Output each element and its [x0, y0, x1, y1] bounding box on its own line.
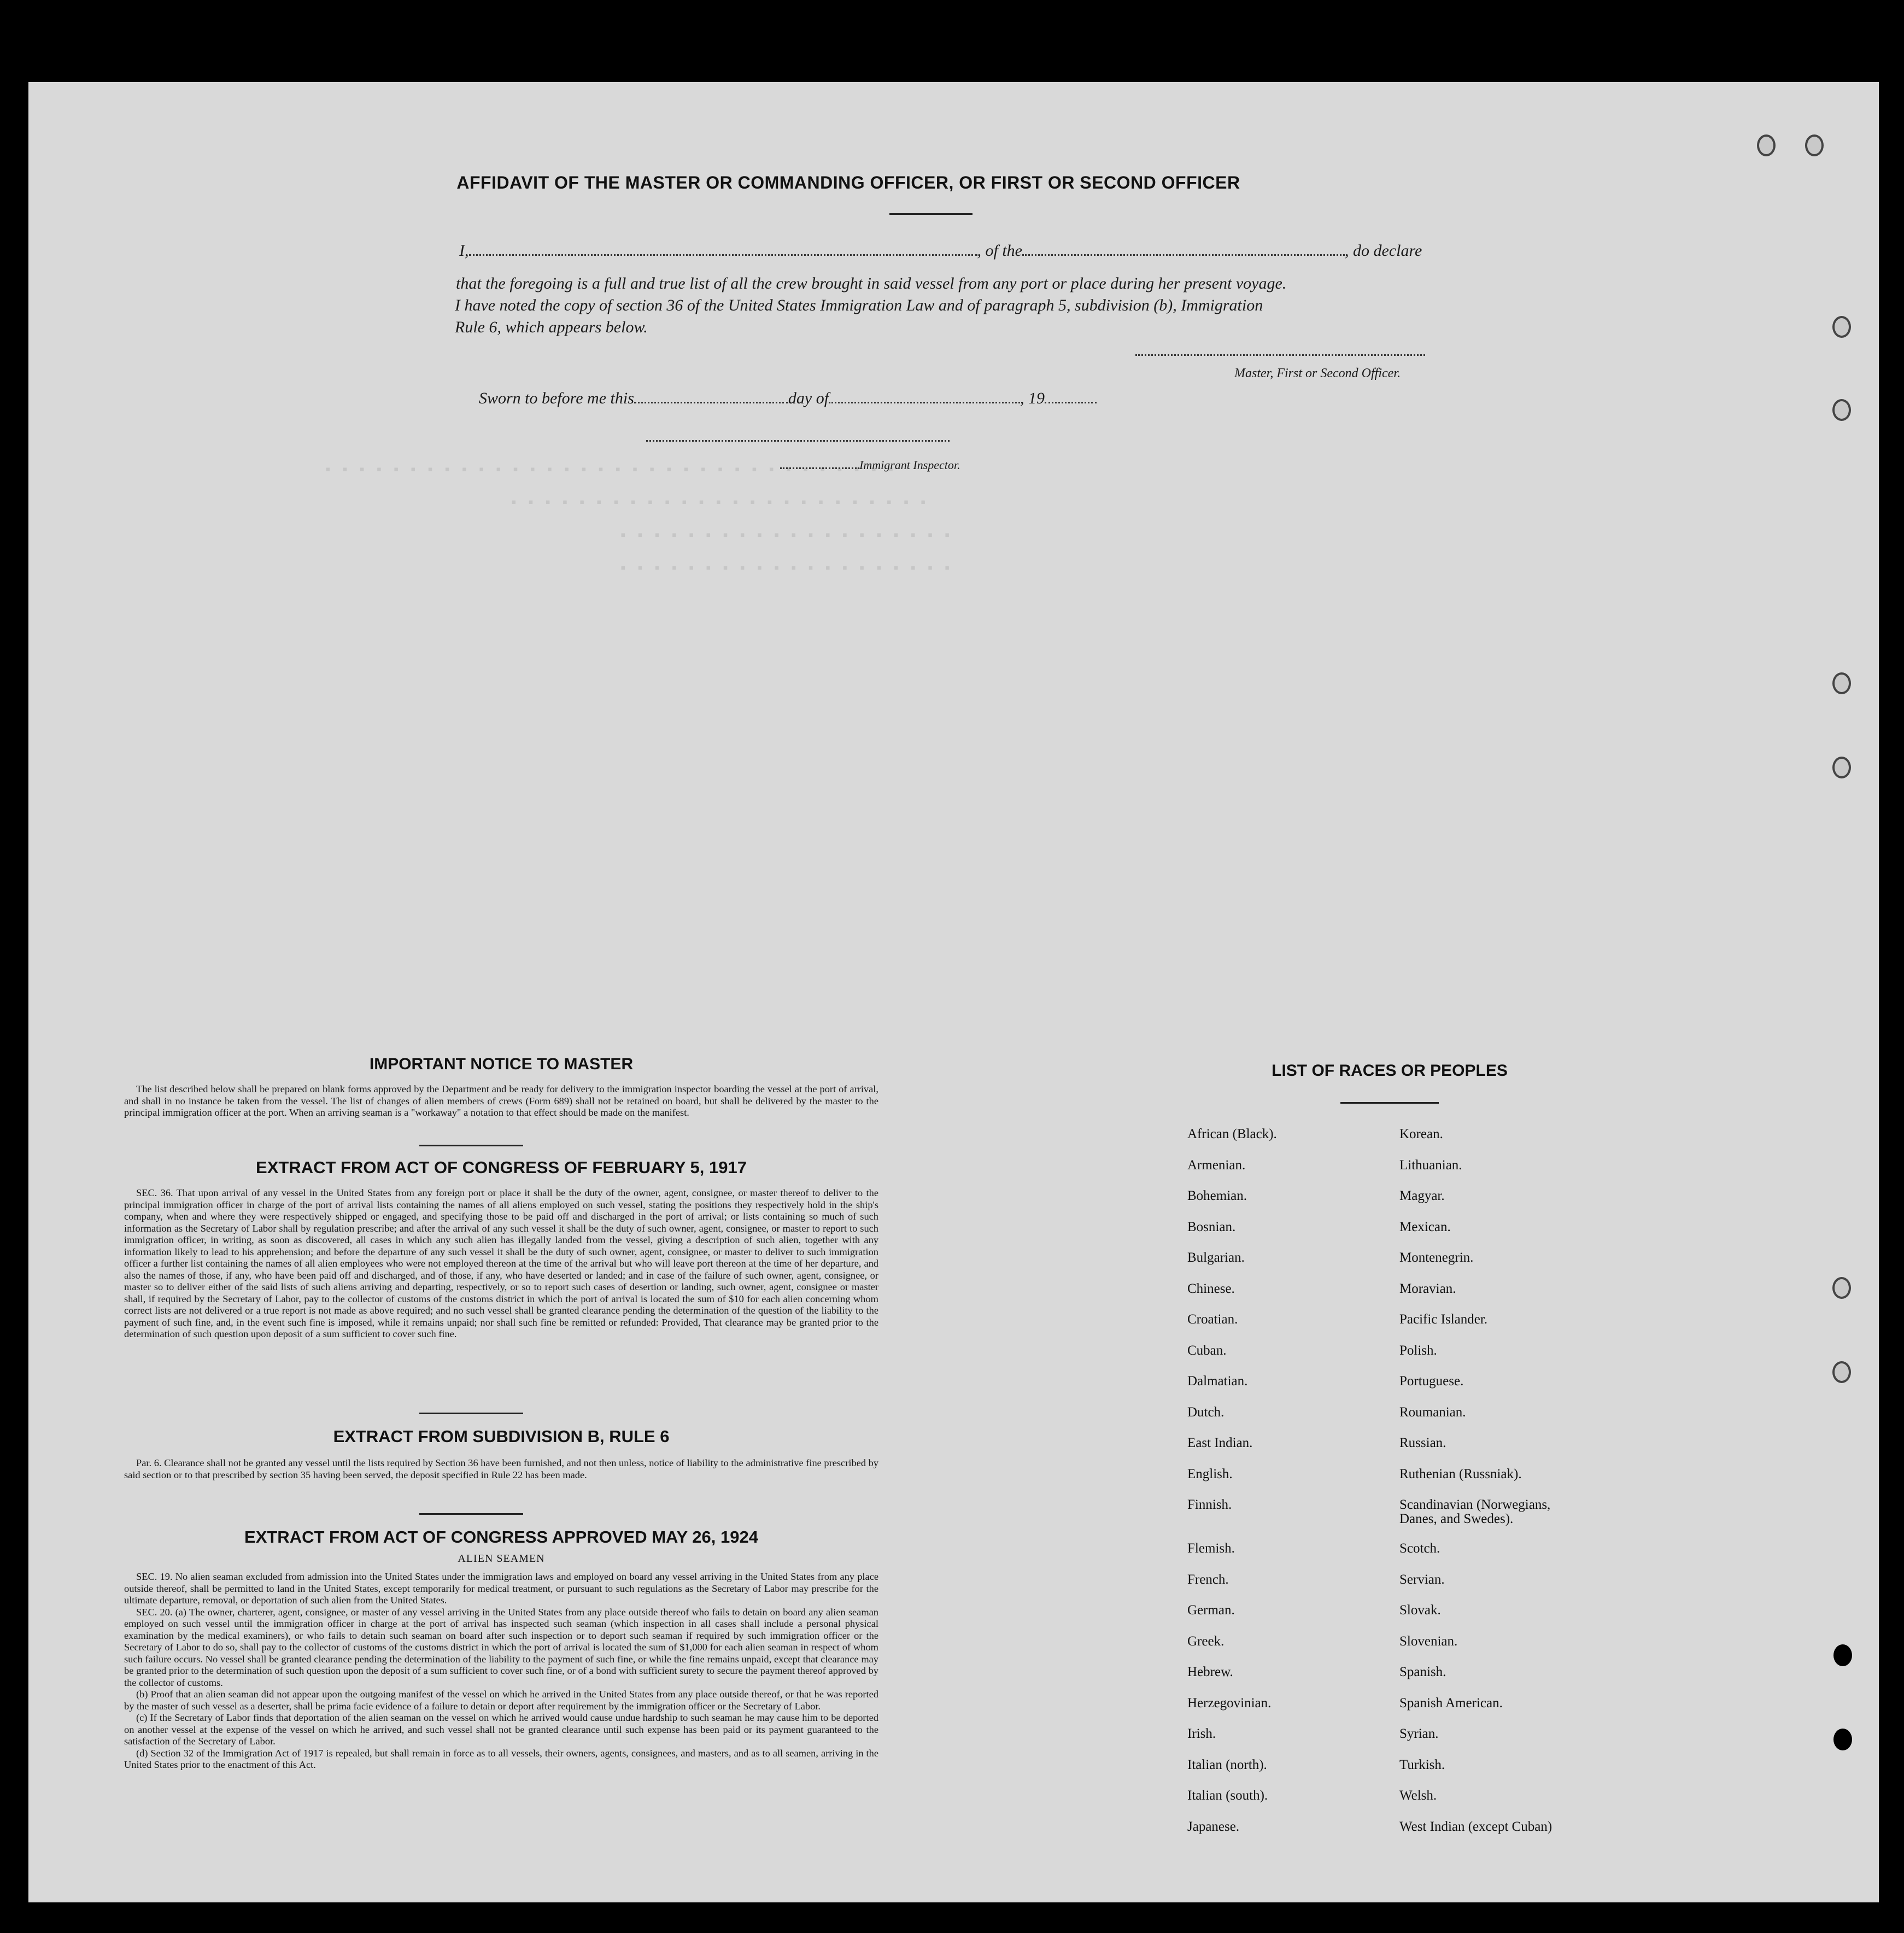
- race-item: Greek.: [1187, 1633, 1225, 1649]
- race-item: Cuban.: [1187, 1343, 1227, 1358]
- race-item: Irish.: [1187, 1726, 1216, 1741]
- race-item: Magyar.: [1399, 1188, 1445, 1203]
- binder-hole: [1832, 399, 1851, 421]
- vessel-blank[interactable]: [1022, 254, 1345, 256]
- race-item: Roumanian.: [1399, 1404, 1466, 1420]
- sworn-year: , 19: [1020, 389, 1045, 407]
- notice-text: [124, 1083, 878, 1119]
- race-item: Korean.: [1399, 1127, 1443, 1141]
- race-item: Welsh.: [1399, 1788, 1437, 1803]
- master-label: Master, First or Second Officer.: [1234, 366, 1401, 380]
- sworn-line: [479, 389, 1190, 408]
- binder-hole: [1833, 1644, 1852, 1666]
- binder-hole: [1832, 672, 1851, 694]
- master-signature-line[interactable]: [1135, 354, 1425, 356]
- sec19-paragraph: SEC. 19. No alien seaman excluded from admission into the United States under the immigration laws and employed on board any vessel arriving in the United States from any place outside thereof, shall be permitted to land in the United States, except temporarily for medical treatment, or pursuant to such regulations as the Secretary of Labor may prescribe for the ultimate departure, removal, or deportation of such alien from the United States.: [124, 1571, 878, 1606]
- race-item: Slovenian.: [1399, 1633, 1458, 1649]
- race-item: Turkish.: [1399, 1757, 1445, 1772]
- race-item: Spanish American.: [1399, 1695, 1503, 1711]
- race-item: Servian.: [1399, 1572, 1445, 1587]
- rule6-title: EXTRACT FROM SUBDIVISION B, RULE 6: [333, 1427, 670, 1446]
- sworn-year-blank[interactable]: [1045, 402, 1097, 403]
- rule6-text: [124, 1457, 878, 1481]
- divider-2: [419, 1413, 523, 1414]
- race-item: Italian (south).: [1187, 1788, 1268, 1803]
- binder-hole: [1832, 757, 1851, 778]
- binder-hole: [1832, 1277, 1851, 1299]
- race-item: Spanish.: [1399, 1665, 1446, 1679]
- act1924-title: EXTRACT FROM ACT OF CONGRESS APPROVED MAY 26, 1924: [244, 1527, 758, 1547]
- sworn-day-blank[interactable]: [634, 402, 788, 403]
- act1917-title: EXTRACT FROM ACT OF CONGRESS OF FEBRUARY 5, 1917: [256, 1158, 747, 1177]
- race-item: Bohemian.: [1187, 1188, 1247, 1203]
- race-item: Croatian.: [1187, 1312, 1238, 1327]
- manifest-sheet: [28, 82, 1879, 1902]
- race-item: Herzegovinian.: [1187, 1695, 1272, 1711]
- affidavit-rule: [889, 213, 972, 215]
- act1924-subtitle: ALIEN SEAMEN: [458, 1553, 545, 1565]
- race-item: Lithuanian.: [1399, 1157, 1462, 1173]
- sworn-day-of: day of: [788, 389, 829, 407]
- races-title: LIST OF RACES OR PEOPLES: [1272, 1062, 1508, 1080]
- par6-paragraph: Par. 6. Clearance shall not be granted any vessel until the lists required by Section 36 have been furnished, and not then unless, notice of liability to the administrative fine prescribed by said section or to that prescribed by section 35 having been served, the deposit specified in Rule 22 has been made.: [124, 1457, 878, 1480]
- race-item: Montenegrin.: [1399, 1250, 1474, 1265]
- race-item: Bosnian.: [1187, 1219, 1236, 1234]
- affidavit-title: AFFIDAVIT OF THE MASTER OR COMMANDING OFFICER, OR FIRST OR SECOND OFFICER: [456, 173, 1240, 192]
- race-item: Scotch.: [1399, 1541, 1440, 1556]
- sec20c-paragraph: (c) If the Secretary of Labor finds that deportation of the alien seaman on the vessel on which he arrived would cause undue hardship to such seaman he may cause him to be deported on another vessel at the expense of the vessel on which he arrived, and such vessel shall not be granted clearance until such expense has been paid or its payment guaranteed to the satisfaction of the Secretary of Labor.: [124, 1712, 878, 1747]
- race-item: English.: [1187, 1466, 1233, 1481]
- sec20d-paragraph: (d) Section 32 of the Immigration Act of 1917 is repealed, but shall remain in force as to all vessels, their owners, agents, consignees, and masters, and as to all seamen, arriving in the United States prior to the enactment of this Act.: [124, 1747, 878, 1770]
- declare-i: I,: [459, 242, 469, 260]
- race-item: Pacific Islander.: [1399, 1312, 1488, 1327]
- race-item: Armenian.: [1187, 1157, 1246, 1173]
- binder-hole: [1757, 134, 1776, 156]
- sec20a-paragraph: SEC. 20. (a) The owner, charterer, agent, consignee, or master of any vessel arriving in the United States from any place outside thereof who fails to detain on board any alien seaman employed on such vessel until the immigration officer in charge at the port of arrival has inspected such seaman (which inspection in all cases shall include a personal physical examination by the medical examiners), or who fails to detain such seaman on board after such inspection or to deport such seaman if required by such immigration officer or the Secretary of Labor to do so, shall pay to the collector of customs of the customs district in which the port of arrival is located the sum of $1,000 for each alien seaman in respect of whom such failure occurs. No vessel shall be granted clearance pending the determination of the liability to the payment of such fine, or while the fine remains unpaid, except that clearance may be granted prior to the determination of such question upon the deposit of a sum sufficient to cover such fine, or of a bond with sufficient surety to secure the payment thereof approved by the collector of customs.: [124, 1606, 878, 1688]
- race-item: East Indian.: [1187, 1436, 1253, 1450]
- divider-3: [419, 1513, 523, 1515]
- declare-text-4: Rule 6, which appears below.: [455, 318, 648, 336]
- race-item: Japanese.: [1187, 1819, 1240, 1834]
- race-item: Slovak.: [1399, 1603, 1441, 1618]
- bleed-through-text: ▪ ▪ ▪ ▪ ▪ ▪ ▪ ▪ ▪ ▪ ▪ ▪ ▪ ▪ ▪ ▪ ▪ ▪ ▪ ▪ ▪ ▪ ▪ ▪ ▪ ▪ ▪ ▪ ▪ ▪ ▪ ▪ ▪ ▪ ▪ ▪ ▪ ▪ ▪ ▪ ▪ ▪ ▪ ▪ ▪ ▪ ▪ ▪ ▪ ▪ ▪ ▪ ▪ ▪ ▪ ▪ ▪ ▪ ▪ ▪ ▪ ▪ ▪ ▪ ▪ ▪ ▪ ▪ ▪ ▪ ▪ ▪ ▪ ▪ ▪ ▪ ▪ ▪ ▪ ▪ ▪ ▪ ▪ ▪ ▪ ▪ ▪ ▪ ▪ ▪ ▪ ▪ ▪ ▪ ▪ ▪ ▪ ▪ ▪: [324, 462, 952, 577]
- race-item: Mexican.: [1399, 1219, 1451, 1234]
- race-item: Scandinavian (Norwegians, Danes, and Swedes).: [1399, 1497, 1551, 1526]
- races-right-column: [1399, 1127, 1580, 1850]
- race-item: Dalmatian.: [1187, 1374, 1248, 1389]
- declare-text-3: I have noted the copy of section 36 of the United States Immigration Law and of paragraph 5, subdivision (b), Immigration: [455, 296, 1263, 314]
- declare-of-the: , of the: [977, 242, 1022, 260]
- binder-hole: [1832, 1361, 1851, 1383]
- race-item: Portuguese.: [1399, 1374, 1464, 1389]
- race-item: Syrian.: [1399, 1726, 1439, 1741]
- inspector-signature-line[interactable]: [646, 440, 950, 442]
- declare-text-2: that the foregoing is a full and true list of all the crew brought in said vessel from any port or place during her present voyage.: [456, 274, 1287, 292]
- race-item: Flemish.: [1187, 1541, 1235, 1556]
- notice-paragraph: The list described below shall be prepared on blank forms approved by the Department and be ready for delivery to the immigration inspector boarding the vessel at the port of arrival, and shall in no instance be taken from the vessel. The list of changes of alien members of crews (Form 689) shall not be retained on board, but shall be delivered by the master to the principal immigration officer at the port. When an arriving seaman is a "workaway" a notation to that effect should be made on the manifest.: [124, 1083, 878, 1118]
- sec20b-paragraph: (b) Proof that an alien seaman did not appear upon the outgoing manifest of the vessel on which he arrived in the United States from any place outside thereof, or that he was reported by the master of such vessel as a deserter, shall be prima facie evidence of a failure to detain or deport after requirement by the immigration officer or the Secretary of Labor.: [124, 1689, 878, 1712]
- sworn-month-blank[interactable]: [829, 402, 1020, 403]
- binder-hole: [1832, 316, 1851, 338]
- race-item: Hebrew.: [1187, 1665, 1233, 1679]
- sworn-prefix: Sworn to before me this: [479, 389, 634, 407]
- race-item: Polish.: [1399, 1343, 1437, 1358]
- race-item: Bulgarian.: [1187, 1250, 1245, 1265]
- race-item: West Indian (except Cuban): [1399, 1819, 1553, 1834]
- act1924-text: [124, 1571, 878, 1771]
- sec36-paragraph: SEC. 36. That upon arrival of any vessel in the United States from any foreign port or place it shall be the duty of the owner, agent, consignee, or master thereof to deliver to the principal immigration officer in charge of the port of arrival lists containing the names of all aliens employed on such vessel, stating the positions they respectively hold in the ship's company, when and where they were respectively shipped or engaged, and specifying those to be paid off and discharged in the port of arrival; or lists containing so much of such information as the Secretary of Labor shall by regulation prescribe; and after the arrival of any such vessel it shall be the duty of such owner, agent, consignee, or master to report to such immigration officer, in writing, as soon as discovered, all cases in which any such alien has illegally landed from the vessel, giving a description of such alien, together with any information likely to lead to his apprehension; and before the departure of any such vessel it shall be the duty of such owner, agent, consignee, or master to deliver to such immigration officer a further list containing the names of all alien employees who were not employed thereon at the time of the arrival but who will leave port thereon at the time of her departure, and also the names of those, if any, who have been paid off and discharged, and of those, if any, who have deserted or landed; and in case of the failure of such owner, agent, consignee, or master so to deliver either of the said lists of such aliens arriving and departing, respectively, or so to report such cases of desertion or landing, such owner, agent, consignee or master shall, if required by the Secretary of Labor, pay to the collector of customs of the customs district in which the port of arrival is located the sum of $10 for each alien concerning whom correct lists are not delivered or a true report is not made as above required; and no such vessel shall be granted clearance pending the determination of the question of the liability to the payment of such fine, and, in the event such fine is imposed, while it remains unpaid; nor shall such fine be remitted or refunded: Provided, That clearance may be granted prior to the determination of such question upon deposit of a sum sufficient to cover such fine.: [124, 1187, 878, 1339]
- races-left-column: [1187, 1127, 1277, 1850]
- race-item: Chinese.: [1187, 1281, 1235, 1296]
- inspector-line: [780, 458, 960, 472]
- declare-do-declare: , do declare: [1345, 242, 1422, 260]
- name-blank[interactable]: [469, 254, 977, 256]
- race-item: Russian.: [1399, 1436, 1446, 1450]
- binder-hole: [1805, 134, 1824, 156]
- race-item: Ruthenian (Russniak).: [1399, 1466, 1522, 1481]
- race-item: Italian (north).: [1187, 1757, 1267, 1772]
- inspector-blank[interactable]: [780, 467, 859, 469]
- inspector-label: Immigrant Inspector.: [859, 458, 960, 472]
- notice-title: IMPORTANT NOTICE TO MASTER: [369, 1055, 634, 1073]
- act1917-text: [124, 1187, 878, 1340]
- race-item: African (Black).: [1187, 1127, 1277, 1141]
- race-item: Dutch.: [1187, 1404, 1225, 1420]
- race-item: German.: [1187, 1603, 1235, 1618]
- divider-1: [419, 1145, 523, 1146]
- race-item: French.: [1187, 1572, 1229, 1587]
- races-rule: [1340, 1102, 1439, 1104]
- binder-hole: [1833, 1729, 1852, 1750]
- declare-line: [459, 242, 1481, 260]
- race-item: Finnish.: [1187, 1497, 1232, 1512]
- race-item: Moravian.: [1399, 1281, 1456, 1296]
